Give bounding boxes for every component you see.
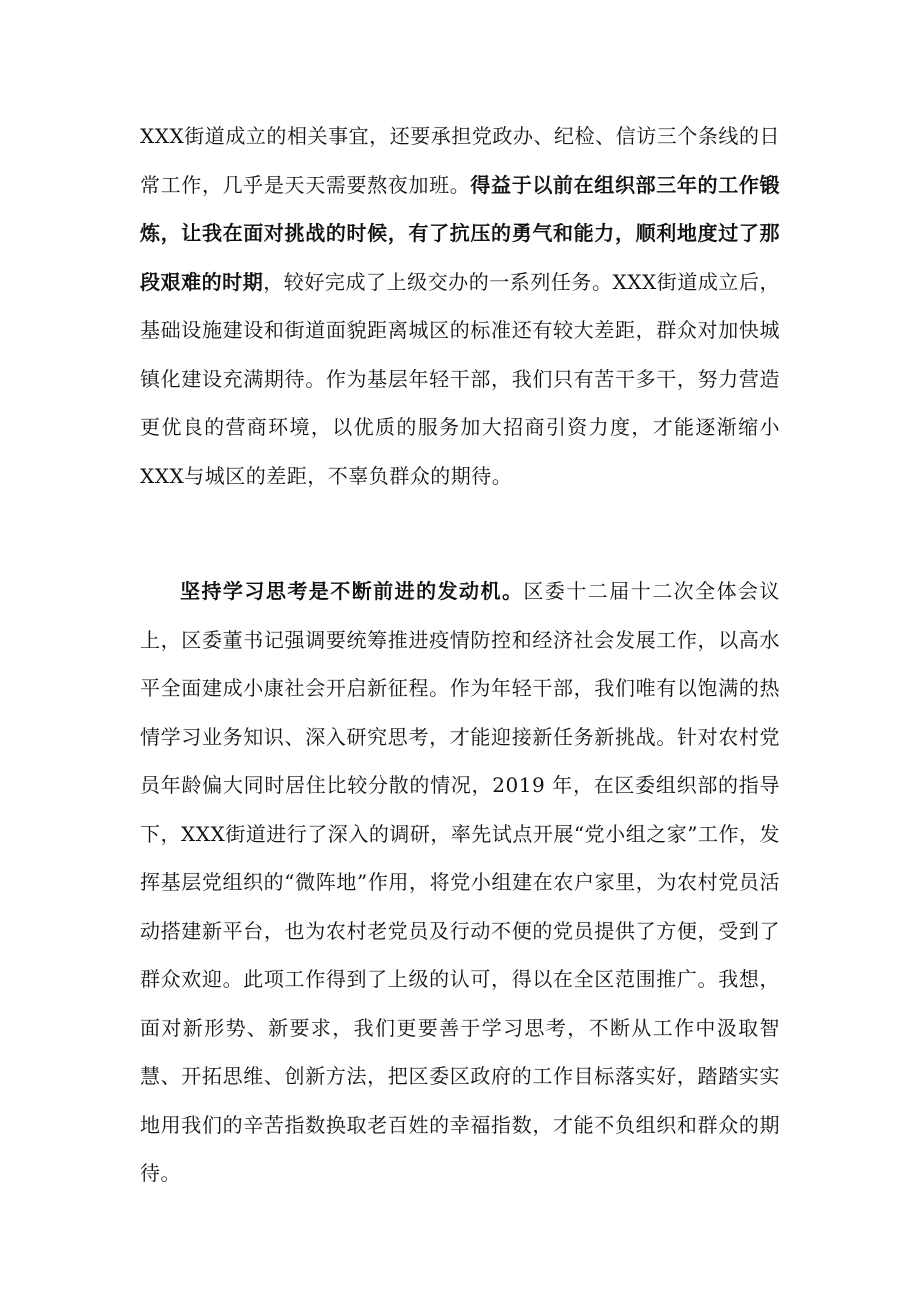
paragraph-1-text-a: XXX街道成立的相关事宜，还要承担党政办、纪检、信访三个条线的日常工作，几乎是天天需要熬夜加班。 xyxy=(140,124,780,197)
paragraph-2-text: 区委十二届十二次全体会议上，区委董书记强调要统筹推进疫情防控和经济社会发展工作，以高水平全面建成小康社会开启新征程。作为年轻干部，我们唯有以饱满的热情学习业务知识、深入研究思考，才能迎接新任务新挑战。针对农村党员年龄偏大同时居住比较分散的情况，2019 年，在区委组织部的指导下，XXX街道进行了深入的调研，率先试点开展“党小组之家”工作，发挥基层党组织的“微阵地”作用，将党小组建在农户家里，为农村党员活动搭建新平台，也为农村老党员及行动不便的党员提供了方便，受到了群众欢迎。此项工作得到了上级的认可，得以在全区范围推广。我想，面对新形势、新要求，我们更要善于学习思考，不断从工作中汲取智慧、开拓思维、创新方法，把区委区政府的工作目标落实好，踏踏实实地用我们的辛苦指数换取老百姓的幸福指数，才能不负组织和群众的期待。 xyxy=(140,579,781,1185)
paragraph-1-text-b: ，较好完成了上级交办的一系列任务。XXX街道成立后，基础设施建设和街道面貌距离城区的标准还有较大差距，群众对加快城镇化建设充满期待。作为基层年轻干部，我们只有苦干多干，努力营造更优良的营商环境，以优质的服务加大招商引资力度，才能逐渐缩小XXX与城区的差距，不辜负群众的期待。 xyxy=(140,269,780,488)
paragraph-1-bold-text: 得益于以前在组织部三年的工作锻炼，让我在面对挑战的时候，有了抗压的勇气和能力，顺利地度过了那段艰难的时期 xyxy=(140,172,781,294)
paragraph-2-bold-lead: 坚持学习思考是不断前进的发动机。 xyxy=(180,579,524,603)
paragraph-1 xyxy=(140,112,780,500)
paragraph-2 xyxy=(140,567,780,1198)
